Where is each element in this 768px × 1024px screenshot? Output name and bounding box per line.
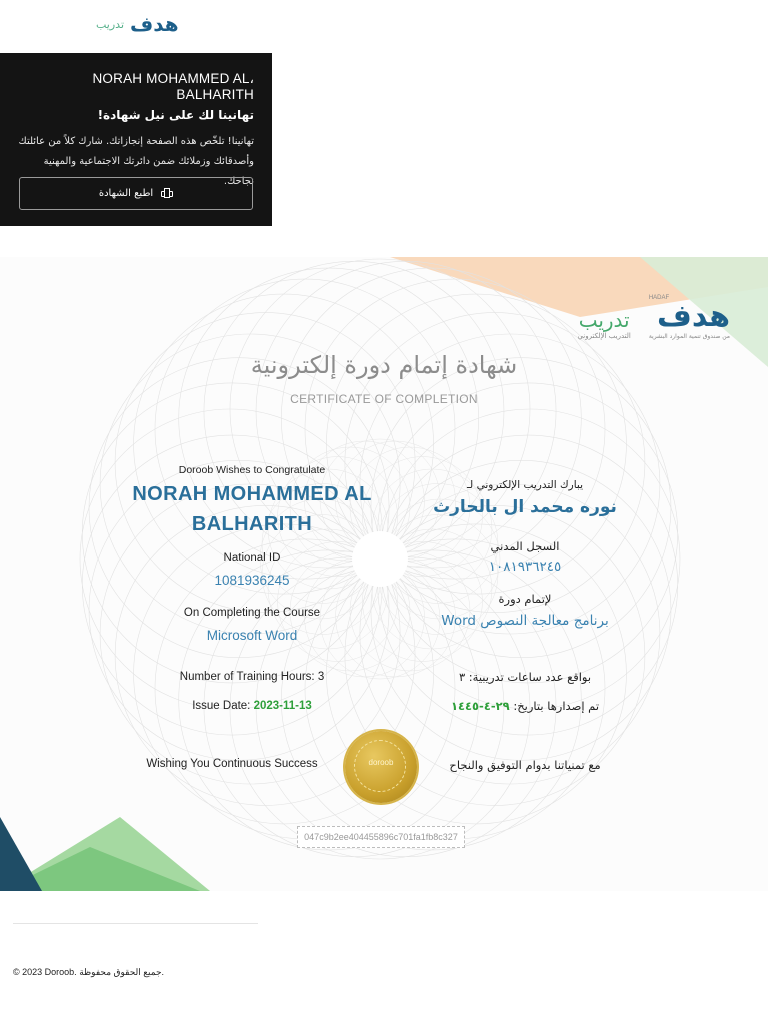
certificate bbox=[0, 257, 768, 891]
national-id-label-en: National ID bbox=[223, 552, 281, 564]
certificate-title-ar: شهادة إتمام دورة إلكترونية bbox=[250, 351, 518, 379]
national-id-ar: ١٠٨١٩٣٦٢٤٥ bbox=[488, 559, 562, 575]
national-id-label-ar: السجل المدني bbox=[490, 539, 560, 553]
training-hours-value-ar: ٣ bbox=[458, 670, 466, 684]
blue-bottom-shape bbox=[0, 817, 42, 891]
course-name-en: Microsoft Word bbox=[206, 628, 298, 643]
tadreeb-logo-text: تدريب bbox=[96, 17, 125, 31]
congrats-body-line: تهانينا! تلخّص هذه الصفحة إنجازاتك. شارك كلاً من عائلتك bbox=[18, 136, 254, 147]
hadaf-logo bbox=[649, 295, 730, 340]
issue-date-value-ar: ٢٩-٤-١٤٤٥ bbox=[450, 699, 510, 713]
congrats-name: ،NORAH MOHAMMED AL BALHARITH bbox=[92, 71, 254, 102]
issue-date-value-en: 2023-11-13 bbox=[253, 700, 312, 712]
certificate-title-en: CERTIFICATE OF COMPLETION bbox=[290, 392, 478, 406]
congrats-body-line: وأصدقائك وزملائك ضمن دائرتك الاجتماعية والمهنية نجاحك. bbox=[43, 156, 254, 187]
congrats-heading: تهانينا لك على نيل شهادة! bbox=[97, 108, 254, 122]
hadaf-logo-ar: هدف bbox=[657, 299, 730, 334]
tadreeb-logo-text: تدريب bbox=[578, 308, 630, 332]
footer-copyright: © 2023 Doroob. جميع الحقوق محفوظة. bbox=[13, 967, 165, 977]
print-button-label: اطبع الشهادة bbox=[98, 188, 154, 199]
hadaf-logo-en: HADAF bbox=[648, 295, 670, 301]
hadaf-logo-text: هدف bbox=[130, 12, 179, 36]
national-id-en: 1081936245 bbox=[214, 573, 290, 588]
course-name-ar: برنامج معالجة النصوص Word bbox=[441, 613, 609, 629]
training-hours-en: Number of Training Hours: 3 bbox=[179, 671, 325, 683]
print-certificate-button[interactable] bbox=[19, 177, 253, 210]
top-logo[interactable] bbox=[96, 12, 179, 36]
issue-date-label-en: Issue Date: bbox=[192, 700, 251, 712]
wishing-ar: مع تمنياتنا بدوام التوفيق والنجاح bbox=[449, 758, 601, 772]
issue-date-ar bbox=[405, 699, 645, 713]
congratulate-ar: يبارك التدريب الإلكتروني لـ bbox=[466, 479, 583, 491]
recipient-name-ar: نوره محمد ال بالحارث bbox=[433, 497, 617, 517]
training-hours-ar bbox=[405, 670, 645, 684]
gold-seal bbox=[345, 731, 417, 803]
completing-label-ar: لإتمام دورة bbox=[498, 592, 552, 606]
issue-date-label-ar: تم إصدارها بتاريخ: bbox=[513, 699, 600, 713]
congratulate-en: Doroob Wishes to Congratulate bbox=[178, 464, 326, 476]
certificate-id: 047c9b2ee404455896c701fa1fb8c327 bbox=[297, 826, 465, 848]
hadaf-logo-subtitle: من صندوق تنمية الموارد البشرية bbox=[648, 333, 730, 340]
congrats-panel bbox=[0, 53, 272, 226]
footer-divider bbox=[13, 923, 258, 924]
seal-text: doroob bbox=[368, 758, 394, 767]
recipient-name-en: NORAH MOHAMMED AL BALHARITH bbox=[132, 483, 372, 535]
issue-date-en bbox=[130, 700, 374, 712]
tadreeb-logo bbox=[577, 308, 630, 340]
completing-label-en: On Completing the Course bbox=[183, 607, 321, 619]
tadreeb-logo-subtitle: التدريب الإلكتروني bbox=[577, 332, 631, 340]
training-hours-label-ar: بواقع عدد ساعات تدريبية: bbox=[468, 670, 592, 684]
wishing-en: Wishing You Continuous Success bbox=[146, 758, 318, 770]
certificate-logo bbox=[577, 295, 730, 340]
printer-icon bbox=[161, 188, 173, 199]
